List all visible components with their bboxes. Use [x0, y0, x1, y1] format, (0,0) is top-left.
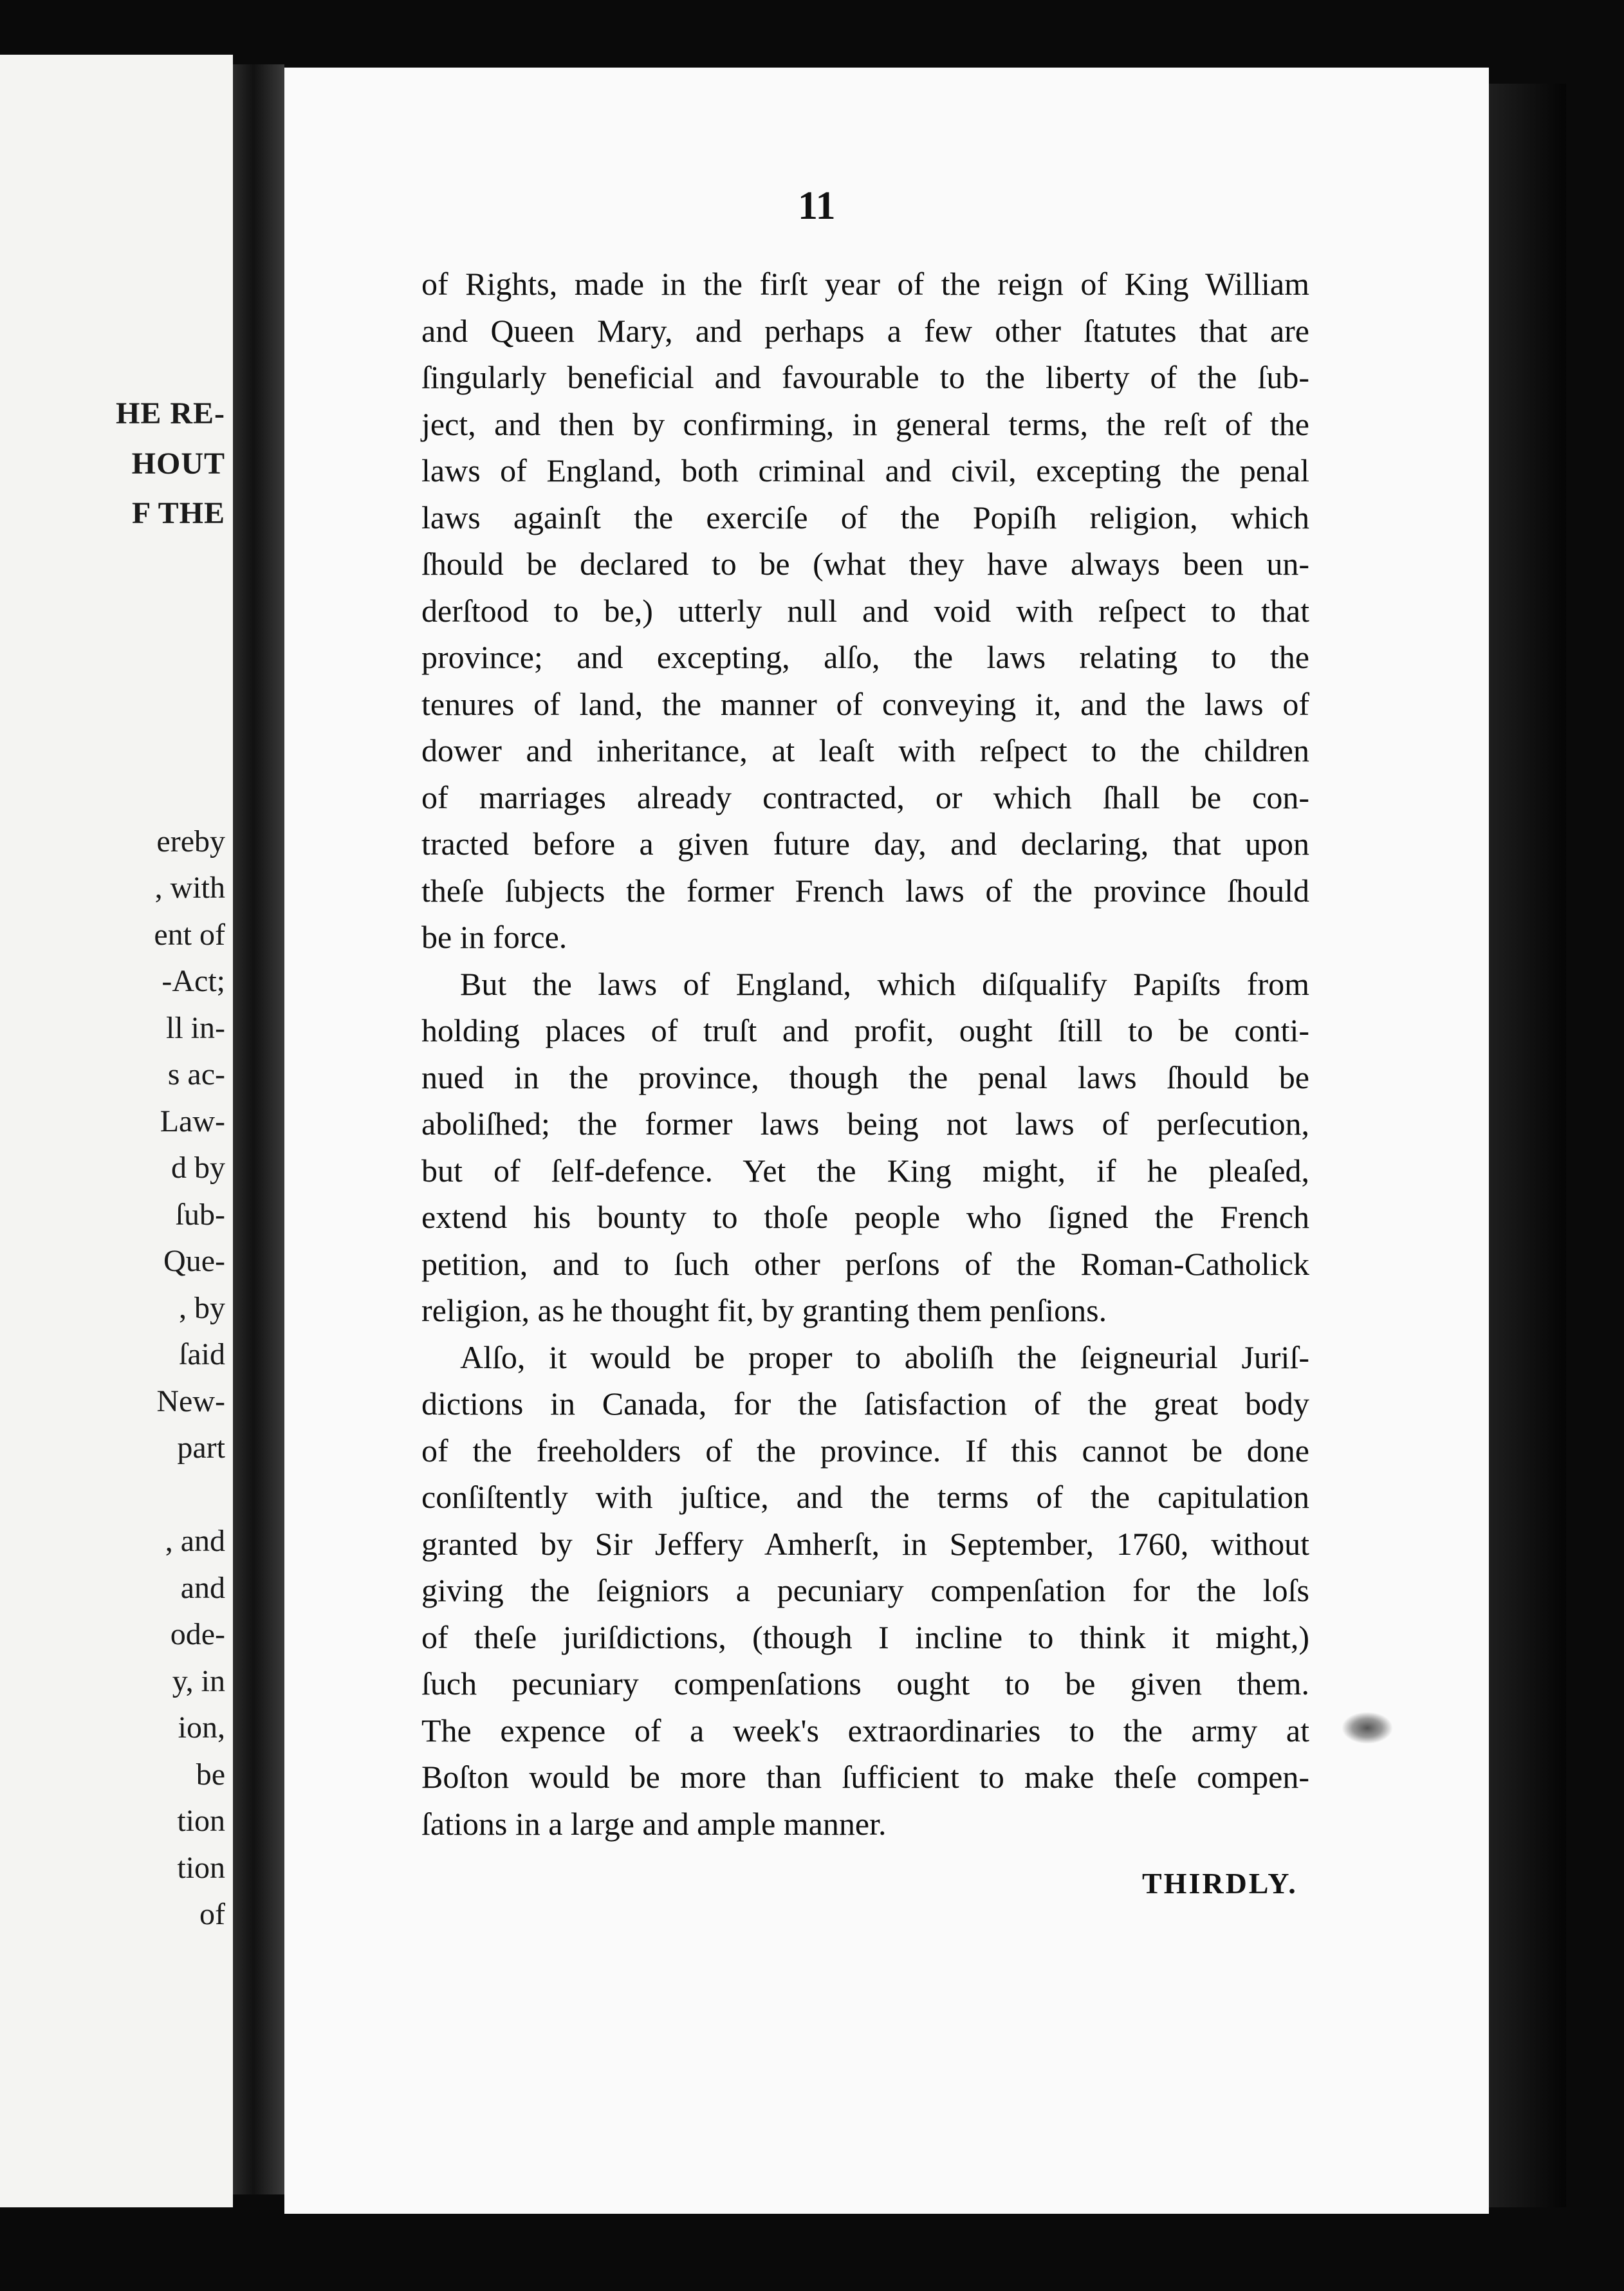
- text-line: conſiſtently with juſtice, and the terms of the capitulation: [421, 1479, 1309, 1515]
- text-line: granted by Sir Jeffery Amherſt, in September, 1760, without: [421, 1525, 1309, 1562]
- catchword: THIRDLY.: [1142, 1867, 1298, 1900]
- text-line: dictions in Canada, for the ſatisfaction of the great body: [421, 1386, 1309, 1422]
- left-page-fragment: y, in: [172, 1664, 225, 1698]
- text-line: of marriages already contracted, or which ſhall be con-: [421, 779, 1309, 815]
- page-number: 11: [798, 184, 836, 228]
- left-page-fragment: F THE: [131, 496, 225, 530]
- text-line: ſations in a large and ample manner.: [421, 1805, 887, 1842]
- left-page-fragment: ion,: [178, 1711, 225, 1745]
- left-page-fragment: ll in-: [166, 1011, 225, 1045]
- left-page-fragment: HOUT: [131, 447, 225, 481]
- left-page-fragment: New-: [156, 1384, 225, 1418]
- left-page-fragment: -Act;: [161, 964, 225, 998]
- text-line: aboliſhed; the former laws being not laws of perſecution,: [421, 1106, 1309, 1142]
- left-page-fragment: be: [196, 1758, 225, 1792]
- text-line: of the freeholders of the province. If this cannot be done: [421, 1432, 1309, 1469]
- left-page-fragment: part: [177, 1431, 225, 1465]
- text-line: ſingularly beneficial and favourable to the liberty of the ſub-: [421, 359, 1309, 395]
- text-line: province; and excepting, alſo, the laws relating to the: [421, 639, 1309, 675]
- left-page-fragment: , by: [179, 1291, 225, 1325]
- text-line: derſtood to be,) utterly null and void with reſpect to that: [421, 592, 1309, 629]
- body-text: [421, 261, 1309, 1847]
- text-line: tenures of land, the manner of conveying it, and the laws of: [421, 685, 1309, 722]
- page-edge-shadow: [1489, 84, 1566, 2207]
- text-line: giving the ſeigniors a pecuniary compenſation for the loſs: [421, 1572, 1309, 1608]
- text-line: Alſo, it would be proper to aboliſh the ſeigneurial Juriſ-: [460, 1339, 1309, 1375]
- text-line: be in force.: [421, 919, 567, 955]
- left-page-fragment: HE RE-: [115, 396, 225, 431]
- text-line: and Queen Mary, and perhaps a few other ſtatutes that are: [421, 312, 1309, 349]
- text-line: theſe ſubjects the former French laws of the province ſhould: [421, 872, 1309, 909]
- text-line: holding places of truſt and profit, ought ſtill to be conti-: [421, 1012, 1309, 1048]
- left-page-fragment: ode-: [170, 1617, 225, 1651]
- left-page-fragment: Law-: [160, 1104, 225, 1138]
- left-page-fragment: d by: [171, 1151, 225, 1185]
- text-line: Boſton would be more than ſufficient to make theſe compen-: [421, 1759, 1309, 1795]
- left-page-fragment: , and: [165, 1524, 225, 1558]
- left-page-fragment: ſaid: [179, 1337, 225, 1371]
- left-page-fragment: tion: [177, 1804, 225, 1838]
- text-line: ject, and then by confirming, in general terms, the reſt of the: [421, 405, 1309, 442]
- text-line: ſuch pecuniary compenſations ought to be given them.: [421, 1665, 1309, 1702]
- ink-smudge: [1342, 1712, 1393, 1744]
- text-line: religion, as he thought fit, by granting them penſions.: [421, 1292, 1107, 1328]
- text-line: But the laws of England, which diſqualify Papiſts from: [460, 965, 1309, 1002]
- left-page-fragment: ſub-: [175, 1198, 225, 1232]
- text-line: of theſe juriſdictions, (though I incline to think it might,): [421, 1619, 1309, 1655]
- left-page-fragment: Que-: [163, 1244, 225, 1278]
- text-line: tracted before a given future day, and declaring, that upon: [421, 826, 1309, 862]
- left-page-fragment: of: [199, 1897, 225, 1931]
- text-line: nued in the province, though the penal laws ſhould be: [421, 1059, 1309, 1095]
- text-line: but of ſelf-defence. Yet the King might, if he pleaſed,: [421, 1152, 1309, 1189]
- text-line: extend his bounty to thoſe people who ſigned the French: [421, 1199, 1309, 1235]
- left-page-fragment: , with: [154, 871, 225, 905]
- text-line: of Rights, made in the firſt year of the reign of King William: [421, 266, 1309, 302]
- text-line: dower and inheritance, at leaſt with reſpect to the children: [421, 732, 1309, 768]
- left-page-fragment: tion: [177, 1851, 225, 1885]
- book-gutter: [233, 64, 284, 2194]
- left-page-edge: [0, 55, 233, 2207]
- text-line: The expence of a week's extraordinaries to the army at: [421, 1712, 1309, 1748]
- text-line: petition, and to ſuch other perſons of the Roman-Catholick: [421, 1245, 1309, 1282]
- left-page-fragment: ereby: [156, 824, 225, 858]
- text-line: laws againſt the exerciſe of the Popiſh religion, which: [421, 499, 1309, 535]
- text-line: ſhould be declared to be (what they have always been un-: [421, 546, 1309, 582]
- text-line: laws of England, both criminal and civil, excepting the penal: [421, 452, 1309, 488]
- left-page-fragment: ent of: [154, 918, 225, 952]
- left-page-fragment: s ac-: [167, 1057, 225, 1091]
- left-page-fragment: and: [180, 1571, 225, 1605]
